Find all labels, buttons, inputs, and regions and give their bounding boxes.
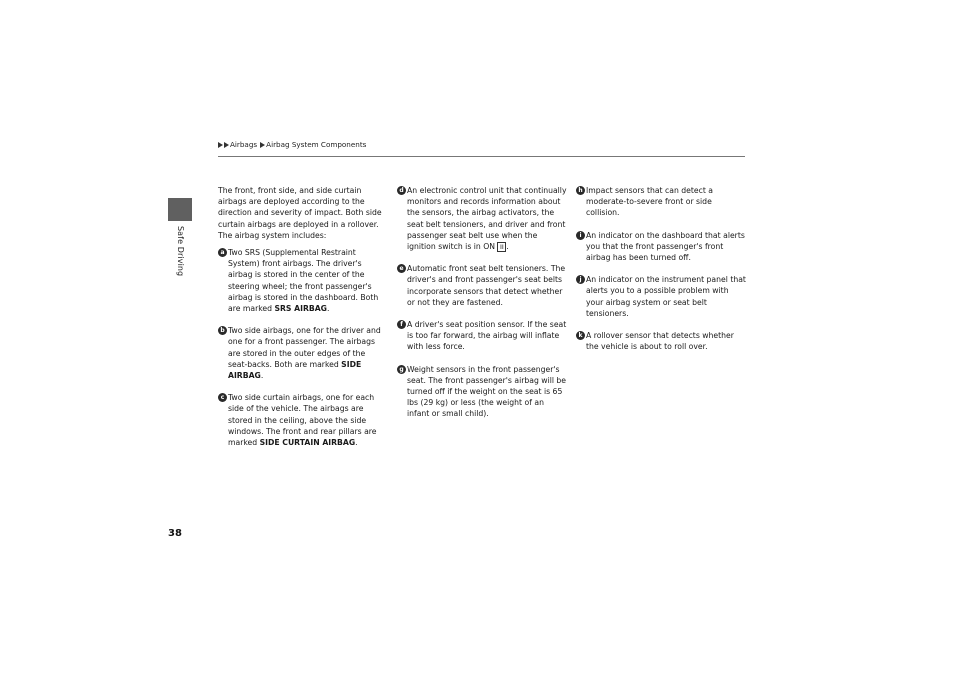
list-item: k A rollover sensor that detects whether the vehicle is about to roll over. — [576, 330, 746, 352]
list-item: h Impact sensors that can detect a moderate-to-severe front or side collision. — [576, 185, 746, 219]
breadcrumb — [218, 140, 369, 149]
column-3 — [576, 185, 746, 363]
item-marker: b — [218, 326, 227, 335]
list-item: f A driver's seat position sensor. If the seat is too far forward, the airbag will inflate with less force. — [397, 319, 568, 353]
ignition-position-key: II — [497, 242, 506, 252]
list-item: i An indicator on the dashboard that alerts you that the front passenger's front airbag has been turned off. — [576, 230, 746, 264]
section-tab — [168, 198, 192, 221]
breadcrumb-item[interactable]: Airbag System Components — [266, 140, 367, 149]
list-item: b Two side airbags, one for the driver and one for a front passenger. The airbags are stored in the outer edges of the seat-backs. Both are marked SIDE AIRBAG. — [218, 325, 386, 381]
list-item: c Two side curtain airbags, one for each side of the vehicle. The airbags are stored in the ceiling, above the side windows. The front and rear pillars are marked SIDE CURTAIN AIRBAG. — [218, 392, 386, 448]
section-label: Safe Driving — [176, 226, 185, 277]
triangle-right-icon — [218, 142, 223, 148]
page-number: 38 — [168, 528, 182, 539]
item-marker: g — [397, 365, 406, 374]
item-marker: k — [576, 331, 585, 340]
list-item: g Weight sensors in the front passenger's seat. The front passenger's airbag will be turned off if the weight on the seat is 65 lbs (29 kg) or less (the weight of an infant or small child). — [397, 364, 568, 420]
column-1 — [218, 185, 386, 459]
item-marker: j — [576, 275, 585, 284]
item-marker: i — [576, 231, 585, 240]
triangle-right-icon — [260, 142, 265, 148]
item-marker: f — [397, 320, 406, 329]
intro-paragraph: The front, front side, and side curtain airbags are deployed according to the direction and severity of impact. Both side curtain airbags are deployed in a rollover. The airbag system includes: — [218, 186, 382, 240]
item-marker: d — [397, 186, 406, 195]
item-marker: e — [397, 264, 406, 273]
triangle-right-icon — [224, 142, 229, 148]
list-item: a Two SRS (Supplemental Restraint System) front airbags. The driver's airbag is stored in the center of the steering wheel; the front passenger's airbag is stored in the dashboard. Both are marked SRS AIRBAG. — [218, 247, 386, 314]
list-item: e Automatic front seat belt tensioners. The driver's and front passenger's seat belts incorporate sensors that detect whether or not they are fastened. — [397, 263, 568, 308]
item-marker: h — [576, 186, 585, 195]
header-divider — [218, 156, 745, 157]
item-marker: a — [218, 248, 227, 257]
breadcrumb-item[interactable]: Airbags — [230, 140, 258, 149]
list-item: j An indicator on the instrument panel that alerts you to a possible problem with your airbag system or seat belt tensioners. — [576, 274, 746, 319]
list-item: d An electronic control unit that continually monitors and records information about the sensors, the airbag activators, the seat belt tensioners, and driver and front passenger seat belt use when the ignition switch is in ON II . — [397, 185, 568, 252]
item-marker: c — [218, 393, 227, 402]
column-2 — [397, 185, 568, 431]
